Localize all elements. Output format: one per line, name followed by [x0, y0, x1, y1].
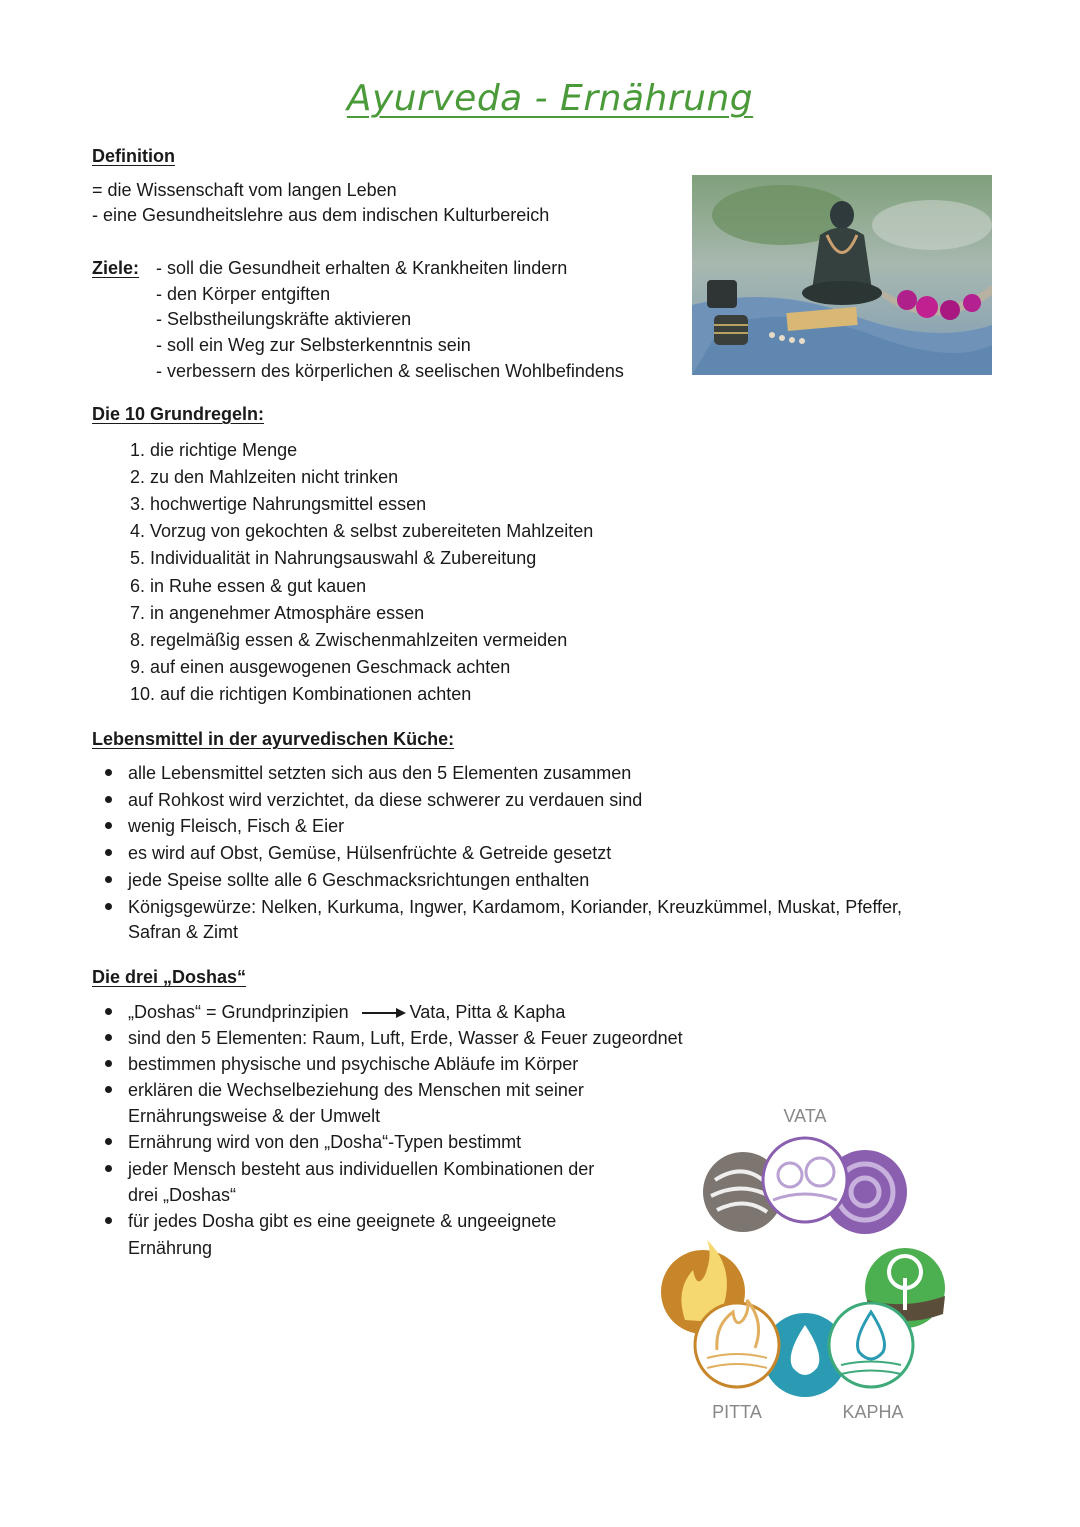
lebensmittel-item: Königsgewürze: Nelken, Kurkuma, Ingwer, Kardamom, Koriander, Kreuzkümmel, Muskat, Pfeffer,	[105, 897, 902, 918]
dosha-diagram	[655, 1100, 960, 1430]
dosha-item: jeder Mensch besteht aus individuellen Kombinationen der	[105, 1159, 594, 1180]
bullet-icon	[105, 796, 112, 803]
bullet-icon	[105, 849, 112, 856]
lebensmittel-item: alle Lebensmittel setzten sich aus den 5 Elementen zusammen	[105, 763, 631, 784]
grundregel-item: 10. auf die richtigen Kombinationen achten	[130, 684, 472, 704]
bullet-icon	[105, 1008, 112, 1015]
bullet-icon	[105, 1165, 112, 1172]
grundregeln-heading: Die 10 Grundregeln:	[92, 404, 265, 424]
grundregel-item: 5. Individualität in Nahrungsauswahl & Zubereitung	[130, 548, 537, 568]
ziel-item: - den Körper entgiften	[156, 284, 331, 304]
definition-line: - eine Gesundheitslehre aus dem indischen Kulturbereich	[92, 205, 550, 225]
lebensmittel-item: jede Speise sollte alle 6 Geschmacksrichtungen enthalten	[105, 870, 589, 891]
bullet-icon	[105, 1060, 112, 1067]
arrow-right-icon	[362, 1006, 408, 1020]
bullet-icon	[105, 1034, 112, 1041]
bullet-icon	[105, 876, 112, 883]
ziel-item: - soll die Gesundheit erhalten & Krankheiten lindern	[156, 258, 568, 278]
bullet-icon	[105, 1086, 112, 1093]
bullet-icon	[105, 903, 112, 910]
water-drop-icon	[829, 1303, 913, 1387]
dosha-item: „Doshas“ = Grundprinzipien Vata, Pitta & Kapha	[105, 1002, 565, 1023]
bullet-icon	[105, 1138, 112, 1145]
pitta-label: PITTA	[712, 1402, 762, 1422]
dosha-item: sind den 5 Elementen: Raum, Luft, Erde, Wasser & Feuer zugeordnet	[105, 1028, 683, 1049]
vata-label: VATA	[783, 1106, 827, 1126]
lebensmittel-item: auf Rohkost wird verzichtet, da diese schwerer zu verdauen sind	[105, 790, 642, 811]
fire-water-icon	[695, 1300, 779, 1387]
ziel-item: - verbessern des körperlichen & seelischen Wohlbefindens	[156, 361, 624, 381]
grundregel-item: 7. in angenehmer Atmosphäre essen	[130, 603, 425, 623]
dosha-item: bestimmen physische und psychische Abläufe im Körper	[105, 1054, 578, 1075]
dosha-item: erklären die Wechselbeziehung des Menschen mit seiner	[105, 1080, 584, 1101]
grundregel-item: 1. die richtige Menge	[130, 440, 298, 460]
definition-line: = die Wissenschaft vom langen Leben	[92, 180, 397, 200]
dosha-item-continuation: Ernährungsweise & der Umwelt	[128, 1106, 381, 1126]
grundregel-item: 9. auf einen ausgewogenen Geschmack achten	[130, 657, 511, 677]
lebensmittel-item: wenig Fleisch, Fisch & Eier	[105, 816, 344, 837]
bullet-icon	[105, 822, 112, 829]
space-icon	[763, 1138, 847, 1222]
kapha-label: KAPHA	[842, 1402, 904, 1422]
ziel-item: - Selbstheilungskräfte aktivieren	[156, 309, 412, 329]
bullet-icon	[105, 769, 112, 776]
dosha-item-continuation: Ernährung	[128, 1238, 213, 1258]
dosha-item: Ernährung wird von den „Dosha“-Typen bestimmt	[105, 1132, 521, 1153]
grundregel-item: 2. zu den Mahlzeiten nicht trinken	[130, 467, 399, 487]
grundregel-item: 4. Vorzug von gekochten & selbst zubereiteten Mahlzeiten	[130, 521, 594, 541]
buddha-photo	[692, 175, 992, 375]
dosha-item: für jedes Dosha gibt es eine geeignete & ungeeignete	[105, 1211, 556, 1232]
lebensmittel-heading: Lebensmittel in der ayurvedischen Küche:	[92, 729, 455, 749]
page-title: Ayurveda - Ernährung	[346, 78, 754, 119]
grundregel-item: 8. regelmäßig essen & Zwischenmahlzeiten vermeiden	[130, 630, 568, 650]
lebensmittel-item: es wird auf Obst, Gemüse, Hülsenfrüchte & Getreide gesetzt	[105, 843, 611, 864]
lebensmittel-item-continuation: Safran & Zimt	[128, 922, 239, 942]
ziel-item: - soll ein Weg zur Selbsterkenntnis sein	[156, 335, 471, 355]
doshas-heading: Die drei „Doshas“	[92, 967, 247, 987]
definition-heading: Definition	[92, 146, 175, 166]
grundregel-item: 6. in Ruhe essen & gut kauen	[130, 576, 367, 596]
bullet-icon	[105, 1217, 112, 1224]
grundregel-item: 3. hochwertige Nahrungsmittel essen	[130, 494, 427, 514]
ziele-label: Ziele:	[92, 258, 140, 278]
dosha-item-continuation: drei „Doshas“	[128, 1185, 237, 1205]
